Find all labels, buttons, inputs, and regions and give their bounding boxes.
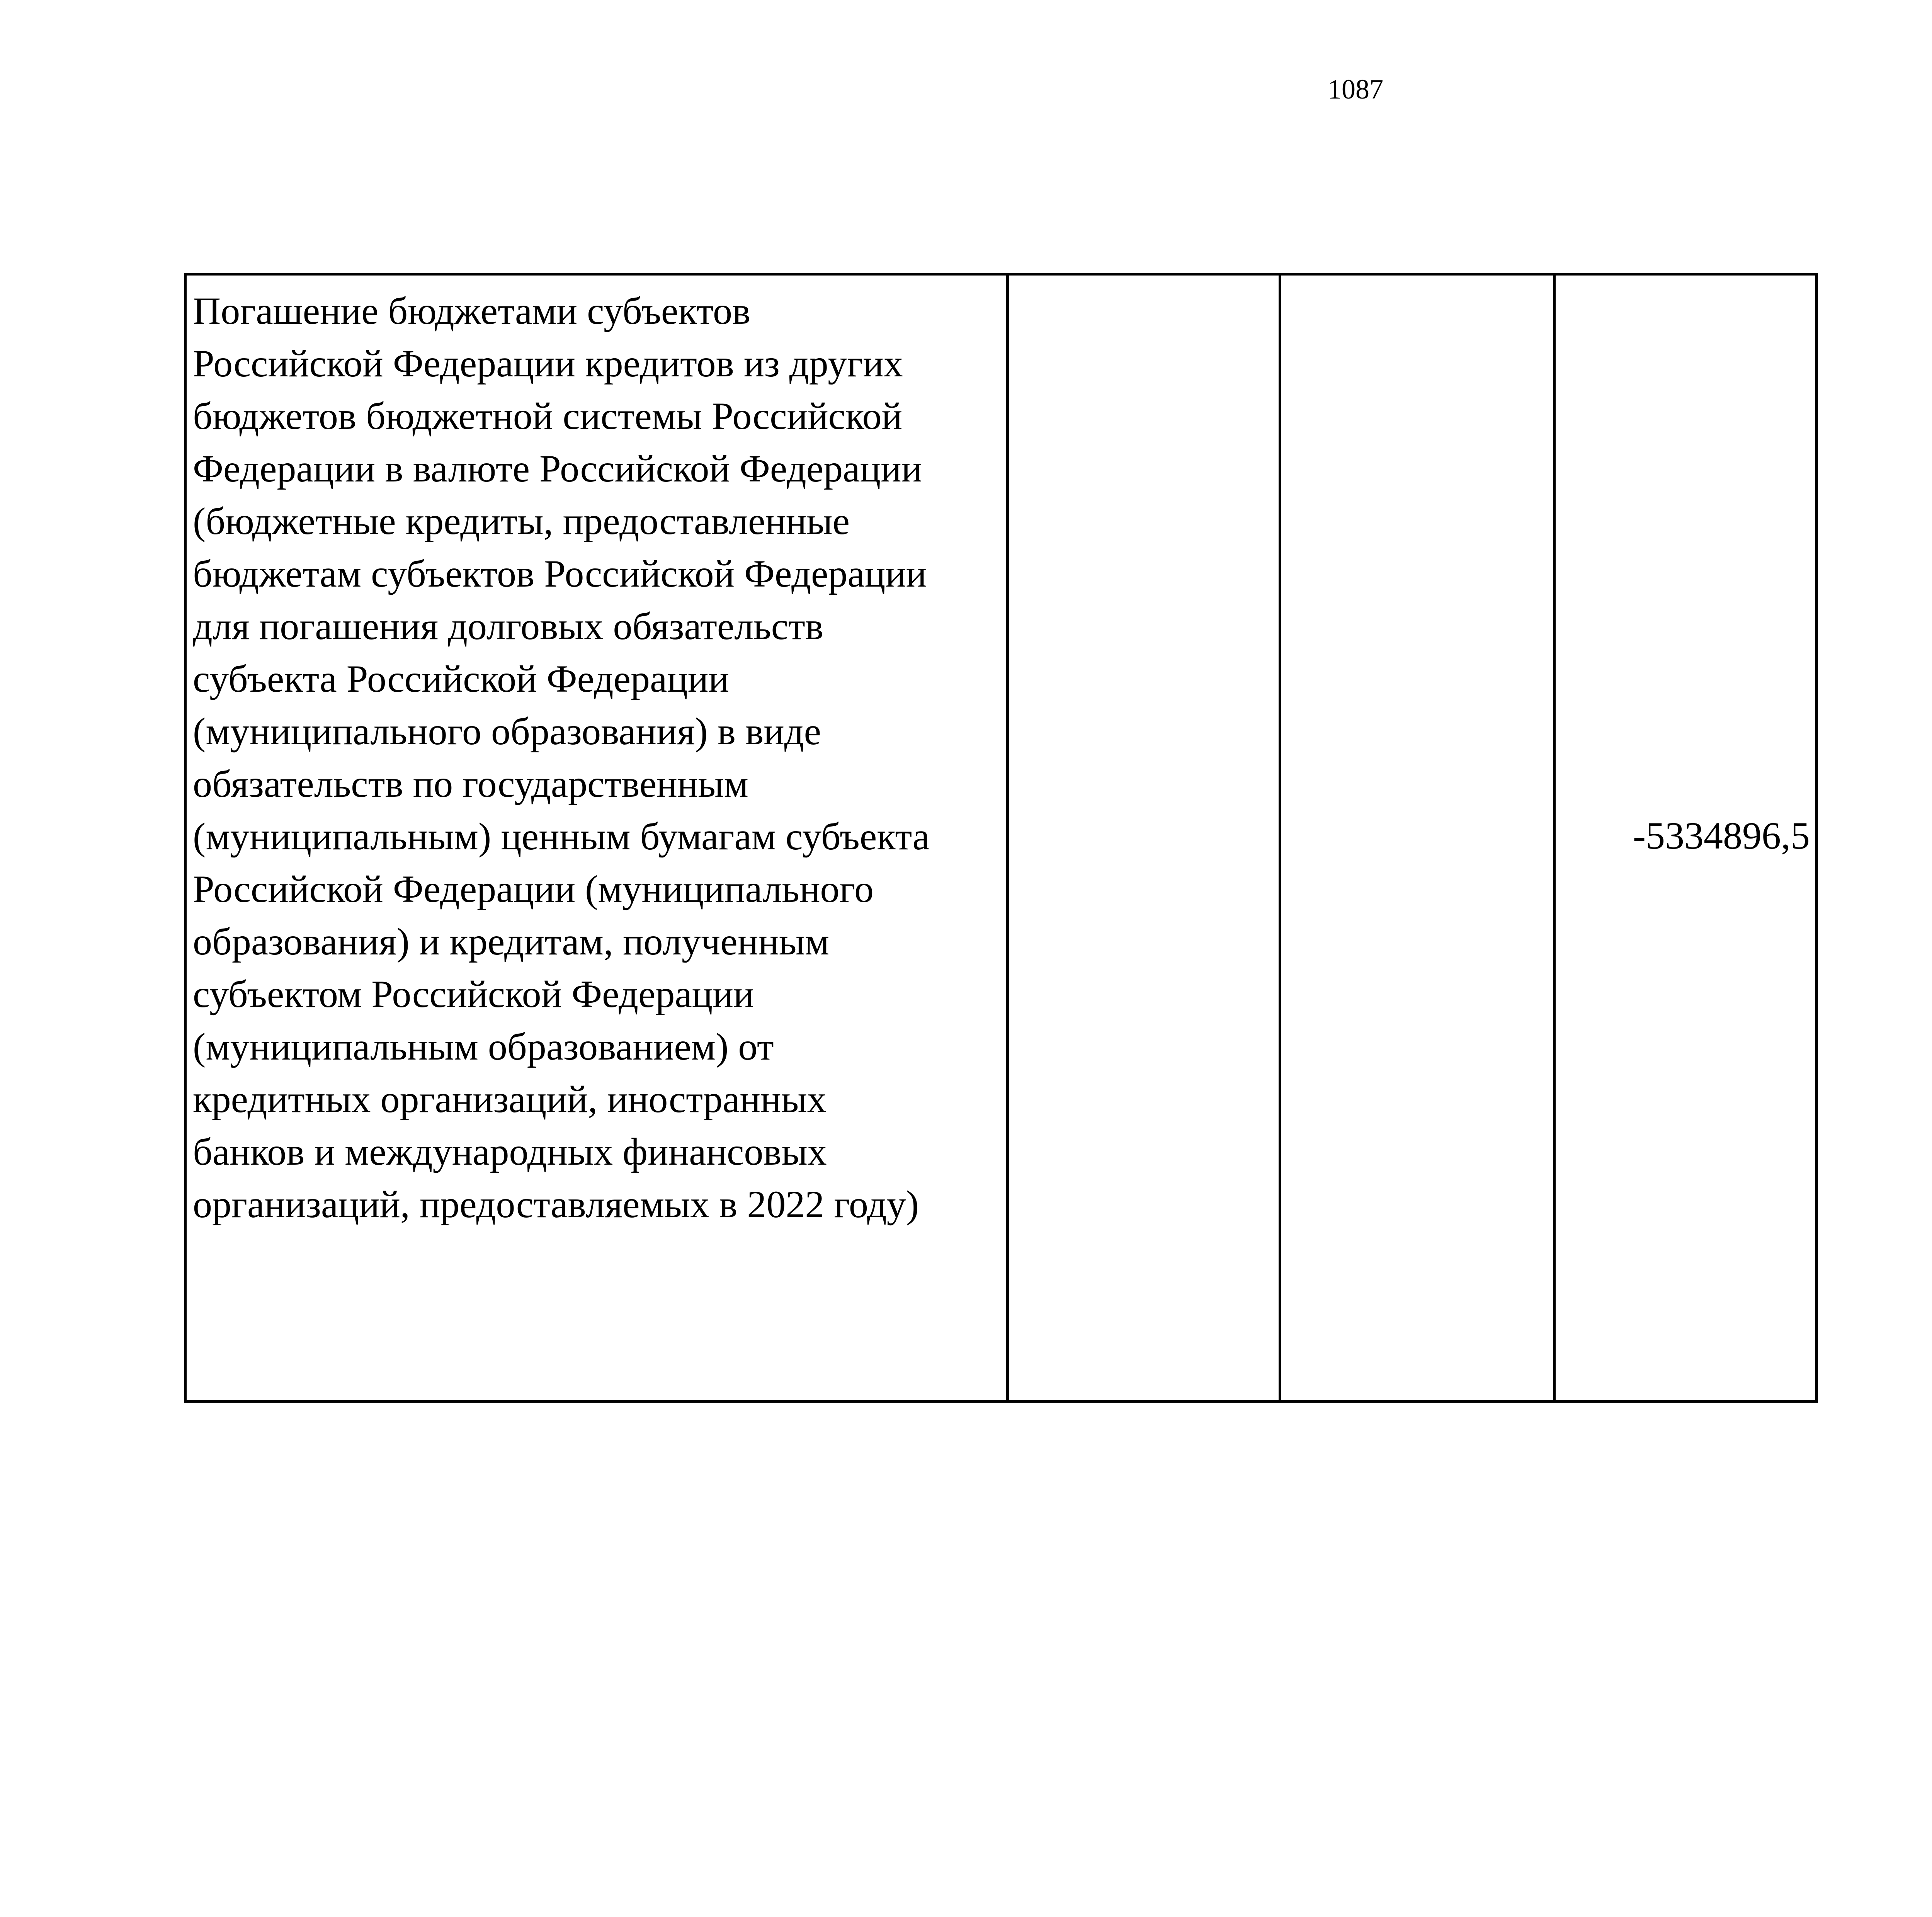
amount-value: -5334896,5	[1633, 814, 1810, 857]
empty-cell-2	[1008, 274, 1280, 1402]
page-number: 1087	[1328, 74, 1383, 105]
amount-cell	[1554, 274, 1817, 1402]
table-row	[185, 274, 1817, 1402]
description-text: Погашение бюджетами субъектов Российской Федерации кредитов из других бюджетов бюджетной системы Российской Федерации в валюте Российской Федерации (бюджетные кредиты, предоставленные бюджетам субъектов Российской Федерации для погашения долговых обязательств субъекта Российской Федерации (муниципального образования) в виде обязательств по государственным (муниципальным) ценным бумагам субъекта Российской Федерации (муниципального образования) и кредитам, полученным субъектом Российской Федерации (муниципальным образованием) от кредитных организаций, иностранных банков и международных финансовых организаций, предоставляемых в 2022 году)	[193, 289, 930, 1226]
empty-cell-3	[1280, 274, 1554, 1402]
budget-table	[184, 273, 1818, 1403]
description-cell	[185, 274, 1008, 1402]
